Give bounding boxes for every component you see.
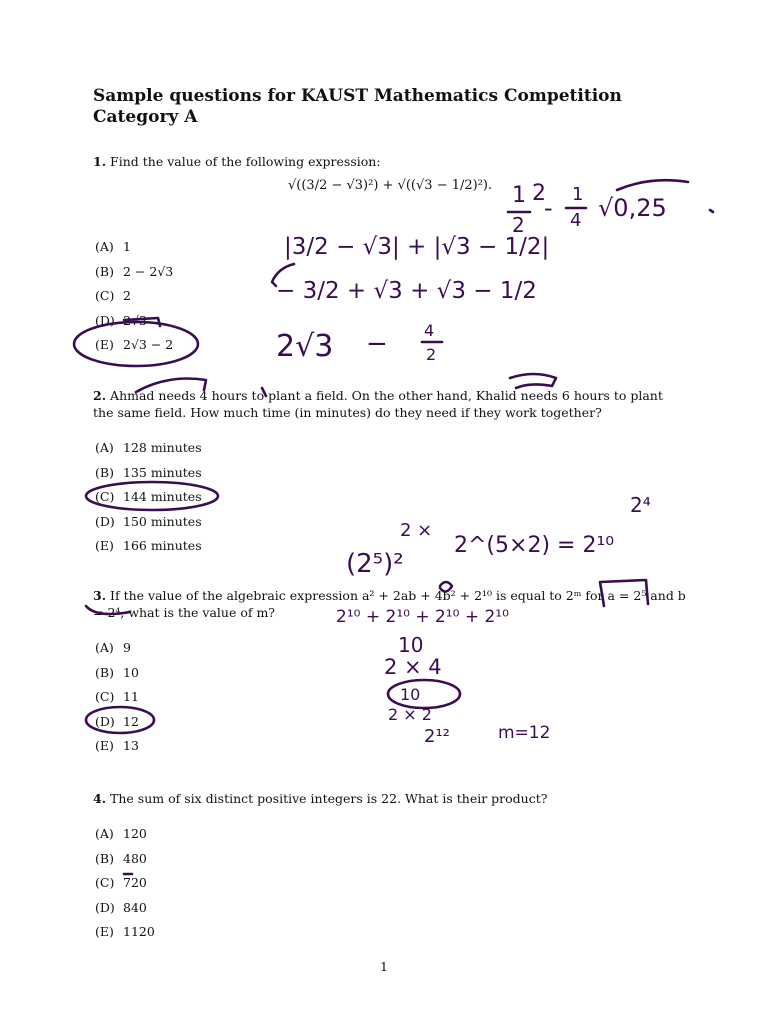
option[interactable]: (D) 840 <box>95 899 147 915</box>
option[interactable]: (C) 2 <box>95 288 131 304</box>
question-text: Ahmad needs 4 hours to plant a field. On the other hand, Khalid needs 6 hours to plant the same field. How much time (in minutes) do they need if they work together? <box>93 388 663 420</box>
question-text: Find the value of the following expression: <box>110 154 381 169</box>
ink-expression: 2 × 2 <box>388 705 432 724</box>
option[interactable]: (B) 2 − 2√3 <box>95 263 174 279</box>
question-number: 4. <box>93 791 107 806</box>
ink-number: 1 <box>572 184 584 205</box>
option[interactable]: (E) 13 <box>95 738 139 754</box>
answer-circle <box>86 707 154 733</box>
ink-number: 10 <box>398 633 424 657</box>
ink-expression: 2⁴ <box>630 493 651 517</box>
ink-expression: √0,25 <box>598 194 667 222</box>
question-text: The sum of six distinct positive integers is 22. What is their product? <box>110 791 548 806</box>
title-line-2: Category A <box>93 107 198 127</box>
option[interactable]: (C) 720 <box>95 875 147 891</box>
option[interactable]: (E) 1120 <box>95 924 155 940</box>
ink-number: 1 <box>512 183 526 208</box>
ink-expression: |3/2 − √3| + |√3 − 1/2| <box>284 234 550 260</box>
ink-number: 2 <box>532 181 546 206</box>
option[interactable]: (A) 128 minutes <box>95 440 202 455</box>
option[interactable]: (A) 120 <box>95 826 147 841</box>
answer-circle <box>74 322 198 366</box>
ink-expression: (2⁵)² <box>346 549 404 579</box>
ink-dot <box>710 210 713 212</box>
tick-mark <box>262 388 266 396</box>
ink-expression: 2^(5×2) = 2¹⁰ <box>454 533 615 558</box>
ink-expression: − 3/2 + √3 + √3 − 1/2 <box>276 278 537 304</box>
option[interactable]: (E) 2√3 − 2 <box>95 337 174 353</box>
option[interactable]: (B) 10 <box>95 664 139 680</box>
ink-expression: 2¹⁰ + 2¹⁰ + 2¹⁰ + 2¹⁰ <box>336 607 509 627</box>
title-line-1: Sample questions for KAUST Mathematics Competition <box>93 86 622 106</box>
option[interactable]: (D) 150 minutes <box>95 513 202 529</box>
ink-number: 4 <box>570 210 582 231</box>
ink-result: − <box>366 329 388 359</box>
work-circle <box>388 680 460 708</box>
ink-number: 10 <box>400 685 421 704</box>
ink-expression: 2 × <box>400 520 433 541</box>
answer-circle <box>86 482 218 510</box>
option[interactable]: (A) 1 <box>95 239 131 254</box>
scribble-mark <box>440 582 452 592</box>
q1-expression: √((3/2 − √3)²) + √((√3 − 1/2)²). <box>288 178 493 193</box>
ink-number: 2 <box>512 213 525 237</box>
option[interactable]: (E) 166 minutes <box>95 538 202 554</box>
bracket-mark <box>86 606 130 614</box>
bracket-mark <box>600 580 648 606</box>
ink-result: m=12 <box>498 723 551 743</box>
question-number: 2. <box>93 388 107 403</box>
ink-expression: 2 × 4 <box>384 655 442 679</box>
option[interactable]: (C) 144 minutes <box>95 489 202 505</box>
underline-mark <box>136 379 206 393</box>
option[interactable]: (D) 2√3 <box>95 312 147 328</box>
question-text: If the value of the algebraic expression a² + 2ab + 4b² + 2¹⁰ is equal to 2ᵐ for a = 2⁵ and b = 2⁴, what is the value of m? <box>93 588 686 620</box>
ink-number: 2 <box>426 345 437 364</box>
option[interactable]: (D) 12 <box>95 713 139 729</box>
ink-result: 2√3 <box>276 329 334 364</box>
option[interactable]: (B) 135 minutes <box>95 464 202 480</box>
page-number: 1 <box>380 959 388 974</box>
ink-expression: 2¹² <box>424 726 450 747</box>
option[interactable]: (C) 11 <box>95 689 139 705</box>
option[interactable]: (A) 9 <box>95 640 131 655</box>
radical-bar <box>617 180 688 190</box>
question-number: 3. <box>93 588 107 603</box>
ink-symbol: - <box>544 194 553 222</box>
ink-number: 4 <box>424 321 435 340</box>
underline-mark <box>510 374 556 388</box>
option[interactable]: (B) 480 <box>95 850 147 866</box>
question-number: 1. <box>93 154 107 169</box>
